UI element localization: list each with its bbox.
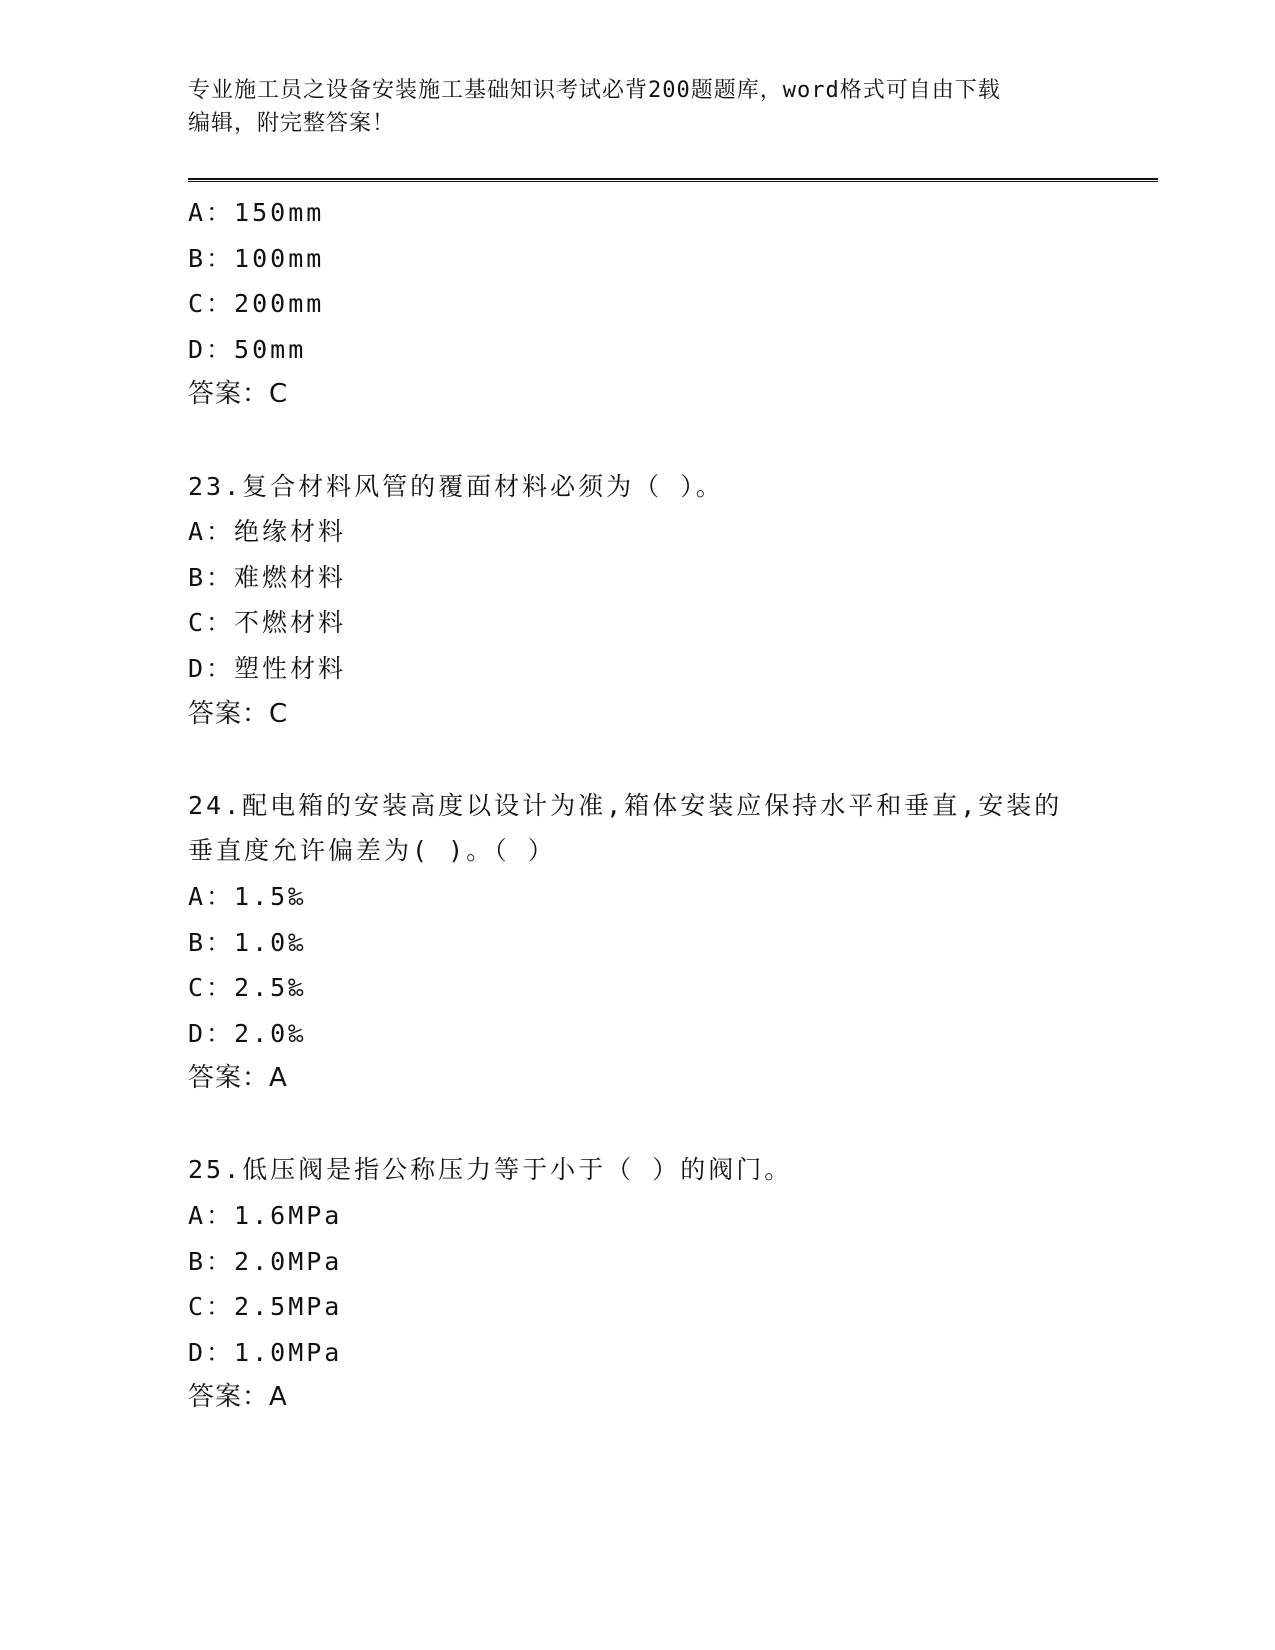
option-c: C：不燃材料 (188, 608, 347, 638)
header-line-2: 编辑，附完整答案！ (188, 111, 396, 136)
question-text: 23.复合材料风管的覆面材料必须为（ ）。 (188, 471, 724, 501)
answer-line: 答案：A (188, 1382, 288, 1413)
spacer (188, 737, 1088, 783)
option-d: D：2.0‰ (188, 1018, 307, 1048)
option-b: B：2.0MPa (188, 1246, 343, 1276)
option-b: B：难燃材料 (188, 562, 347, 592)
answer-line: 答案：A (188, 1063, 288, 1094)
option-d: D：1.0MPa (188, 1337, 343, 1367)
header-line-1: 专业施工员之设备安装施工基础知识考试必背200题题库，word格式可自由下载 (188, 78, 1001, 103)
option-b: B：100mm (188, 243, 325, 273)
question-text-line-1: 24.配电箱的安装高度以设计为准,箱体安装应保持水平和垂直,安装的 (188, 790, 1063, 820)
spacer (188, 1102, 1088, 1148)
option-a: A：150mm (188, 198, 325, 227)
question-text-line-2: 垂直度允许偏差为( )。（ ） (188, 836, 556, 866)
question-23-block (188, 464, 1088, 738)
option-b: B：1.0‰ (188, 927, 307, 957)
answer-line: 答案：C (188, 698, 289, 729)
option-d: D：塑性材料 (188, 653, 347, 683)
option-a: A：1.6MPa (188, 1201, 343, 1231)
header-divider (188, 178, 1158, 182)
answer-line: 答案：C (188, 379, 289, 410)
question-25-block (188, 1147, 1088, 1421)
option-c: C：2.5‰ (188, 973, 307, 1003)
question-text: 25.低压阀是指公称压力等于小于（ ）的阀门。 (188, 1155, 793, 1185)
questions-body (188, 190, 1088, 1421)
option-a: A：绝缘材料 (188, 517, 347, 547)
option-c: C：200mm (188, 289, 325, 319)
option-d: D：50mm (188, 334, 307, 364)
question-24-block (188, 783, 1088, 1102)
option-c: C：2.5MPa (188, 1292, 343, 1322)
question-22-block (188, 190, 1088, 418)
document-header (188, 74, 1068, 140)
spacer (188, 418, 1088, 464)
option-a: A：1.5‰ (188, 881, 307, 911)
